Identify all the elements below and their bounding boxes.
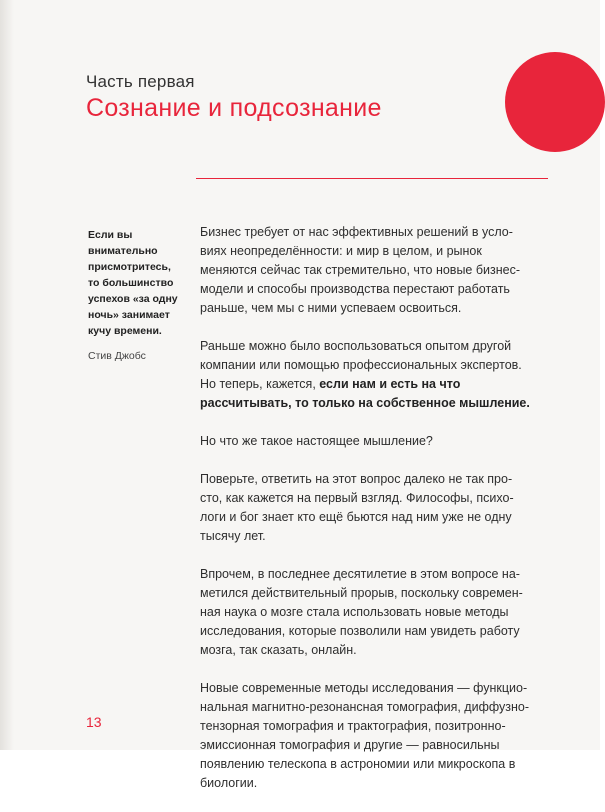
quote-author: Стив Джобс xyxy=(88,350,146,362)
paragraph-6: Новые современные методы исследования — функциональная магнитно-резонансная томография, диффузно-тензорная томография и трактография, позитронно-эмиссионная томография и другие — равносильны появлению телескопа в астрономии или микроскопа в биологии. xyxy=(200,681,529,790)
header-divider xyxy=(196,178,548,179)
paragraph-2-emphasis: если нам и есть на что рассчитывать, то только на собственное мышление. xyxy=(200,377,530,410)
paragraph-5: Впрочем, в последнее десятилетие в этом вопросе наметился действительный прорыв, поскольку современная наука о мозге стала использовать новые методы исследования, которые позволили нам увидеть работу мозга, так сказать, онлайн. xyxy=(200,567,523,657)
paragraph-1: Бизнес требует от нас эффективных решений в условиях неопределённости: и мир в целом, и рынок меняются сейчас так стремительно, что новые бизнес-модели и способы производства перестают работать раньше, чем мы с ними успеваем освоиться. xyxy=(200,225,520,315)
quote-text: Если вы внимательно присмотритесь, то большинство успехов «за одну ночь» занимает кучу времени. xyxy=(88,229,178,337)
page-inner-edge-shadow xyxy=(0,0,14,750)
page-number: 13 xyxy=(86,714,102,730)
chapter-title: Сознание и подсознание xyxy=(86,94,382,122)
paragraph-3: Но что же такое настоящее мышление? xyxy=(200,434,433,448)
paragraph-4: Поверьте, ответить на этот вопрос далеко не так просто, как кажется на первый взгляд. Философы, психологи и бог знает кто ещё бьются над ним уже не одну тысячу лет. xyxy=(200,472,514,543)
body-text xyxy=(200,223,530,812)
paragraph-2-text: Раньше можно было воспользоваться опытом другой компании или помощью профессиональных экспертов. Но теперь, кажется, xyxy=(200,339,522,391)
decorative-red-circle xyxy=(505,52,605,152)
sidebar-quote xyxy=(88,227,200,364)
part-label: Часть первая xyxy=(86,72,195,91)
paragraph-2 xyxy=(200,337,530,413)
